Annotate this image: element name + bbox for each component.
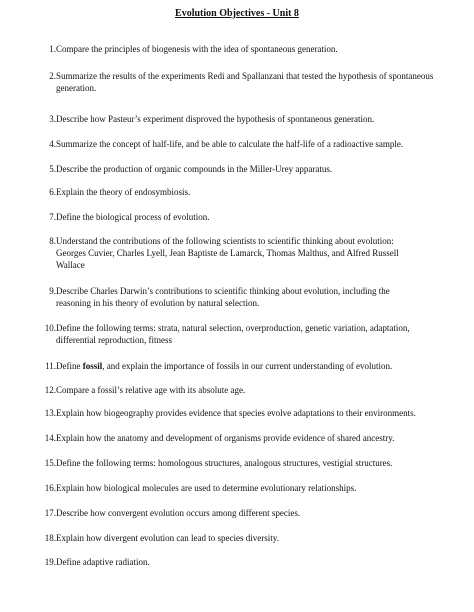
objective-text: Explain how biogeography provides evidence that species evolve adaptations to their environments.: [56, 408, 416, 418]
objective-number: 9.: [49, 286, 56, 296]
objective-number: 3.: [49, 114, 56, 124]
objective-number: 19.: [44, 557, 56, 567]
objective-text: Compare the principles of biogenesis with the idea of spontaneous generation.: [56, 44, 338, 54]
objective-number: 14.: [44, 433, 56, 443]
objective-text: Define fossil, and explain the importance of fossils in our current understanding of evolution.: [56, 361, 393, 371]
objective-number: 5.: [49, 164, 56, 174]
objective-text: Summarize the concept of half-life, and be able to calculate the half-life of a radioactive sample.: [56, 139, 404, 149]
objective-text: Define adaptive radiation.: [56, 557, 150, 567]
objective-number: 4.: [49, 139, 56, 149]
objective-text: Summarize the results of the experiments Redi and Spallanzani that tested the hypothesis of spontaneous: [56, 71, 434, 81]
objective-item: [40, 235, 470, 271]
objective-text: Define the following terms: homologous structures, analogous structures, vestigial structures.: [56, 458, 393, 468]
objective-text: Understand the contributions of the following scientists to scientific thinking about evolution:: [56, 236, 394, 246]
objective-text: Georges Cuvier, Charles Lyell, Jean Baptiste de Lamarck, Thomas Malthus, and Alfred Russell: [56, 248, 399, 258]
objective-item: [40, 432, 470, 444]
objective-number: 18.: [44, 533, 56, 543]
document-title: Evolution Objectives - Unit 8: [175, 8, 299, 19]
objective-number: 2.: [49, 71, 56, 81]
objective-text: Describe the production of organic compounds in the Miller-Urey apparatus.: [56, 164, 333, 174]
objective-text: Explain how divergent evolution can lead to species diversity.: [56, 533, 279, 543]
objective-item: [40, 407, 470, 419]
objective-item: [40, 384, 470, 396]
objective-item: [40, 163, 470, 175]
objective-item: [40, 322, 470, 346]
objective-item: [40, 186, 470, 198]
objective-text: Compare a fossil’s relative age with its absolute age.: [56, 385, 246, 395]
objective-number: 12.: [44, 385, 56, 395]
objective-item: [40, 285, 470, 309]
objective-number: 1.: [49, 44, 56, 54]
objective-item: [40, 211, 470, 223]
objective-item: [40, 360, 470, 372]
objective-text: Wallace: [56, 260, 85, 270]
objective-item: [40, 43, 470, 55]
objective-text: Describe how convergent evolution occurs among different species.: [56, 508, 301, 518]
objective-item: [40, 113, 470, 125]
objective-number: 17.: [44, 508, 56, 518]
objective-number: 11.: [45, 361, 56, 371]
bold-term: fossil: [82, 361, 103, 371]
objective-item: [40, 70, 470, 94]
objective-text: Describe how Pasteur’s experiment disproved the hypothesis of spontaneous generation.: [56, 114, 375, 124]
objective-text: Describe Charles Darwin’s contributions to scientific thinking about evolution, including the: [56, 286, 390, 296]
objective-item: [40, 556, 470, 568]
objective-text: Explain the theory of endosymbiosis.: [56, 187, 191, 197]
objective-item: [40, 138, 470, 150]
objective-number: 7.: [49, 212, 56, 222]
objective-number: 15.: [44, 458, 56, 468]
objective-text: Explain how biological molecules are used to determine evolutionary relationships.: [56, 483, 357, 493]
objective-text: generation.: [56, 83, 97, 93]
objective-number: 13.: [44, 408, 56, 418]
objective-number: 10.: [44, 323, 56, 333]
objective-number: 6.: [49, 187, 56, 197]
objective-text: Define the biological process of evolution.: [56, 212, 210, 222]
objective-number: 8.: [49, 236, 56, 246]
objective-text: Explain how the anatomy and development of organisms provide evidence of shared ancestry.: [56, 433, 395, 443]
objective-number: 16.: [44, 483, 56, 493]
objective-item: [40, 507, 470, 519]
objective-item: [40, 457, 470, 469]
objective-item: [40, 532, 470, 544]
objective-item: [40, 482, 470, 494]
objective-text: reasoning in his theory of evolution by natural selection.: [56, 298, 260, 308]
objective-text: differential reproduction, fitness: [56, 335, 173, 345]
objective-text: Define the following terms: strata, natural selection, overproduction, genetic variation, adaptation,: [56, 323, 410, 333]
